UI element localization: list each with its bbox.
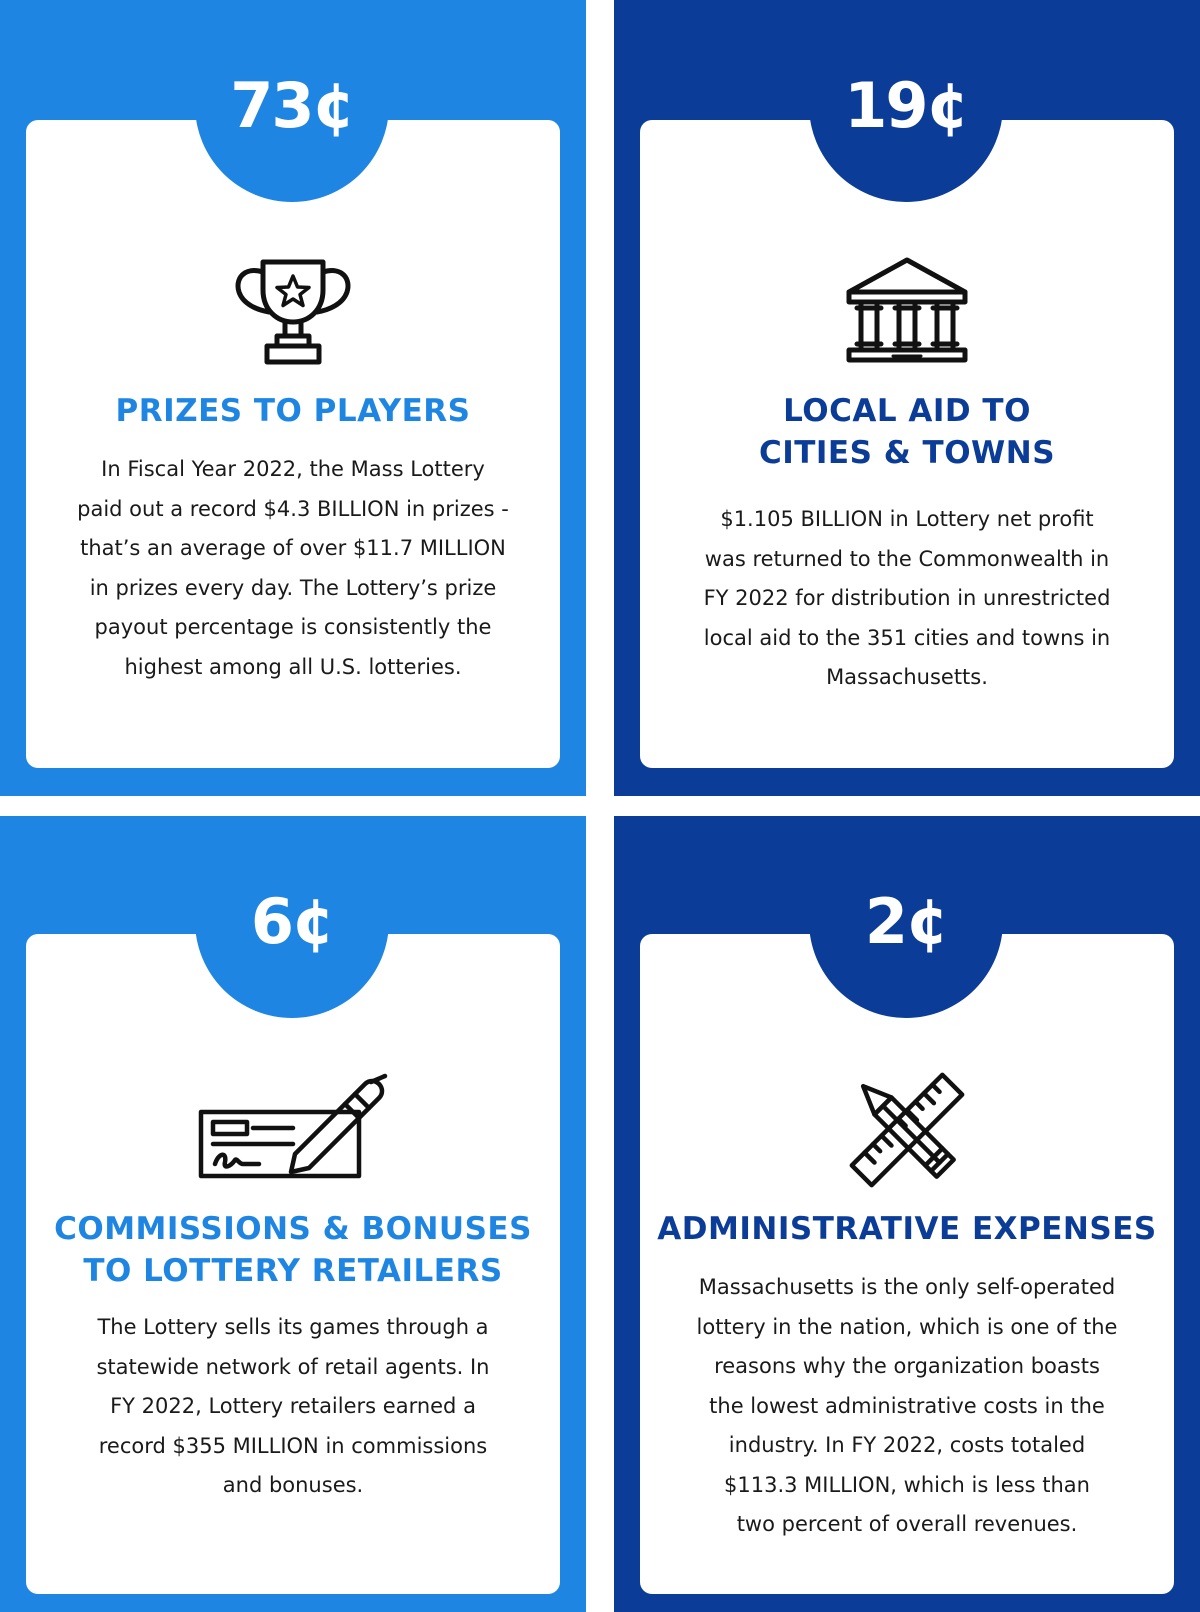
admin-expenses-panel xyxy=(614,816,1200,1612)
commissions-panel xyxy=(0,816,586,1612)
amount-badge: 2¢ xyxy=(809,824,1003,1018)
card-heading: ADMINISTRATIVE EXPENSES xyxy=(657,1211,1157,1247)
government-building-icon xyxy=(843,256,971,368)
card-heading: LOCAL AID TO CITIES & TOWNS xyxy=(758,393,1056,471)
card-body: $1.105 BILLION in Lottery net profit was returned to the Commonwealth in FY 2022 for distribution in unrestricted local aid to the 351 cities and towns in Massachusetts. xyxy=(703,507,1111,689)
check-and-pen-icon xyxy=(195,1072,391,1184)
amount-badge: 73¢ xyxy=(195,8,389,202)
pencil-and-ruler-icon xyxy=(849,1072,965,1188)
amount-badge: 19¢ xyxy=(809,8,1003,202)
local-aid-panel xyxy=(614,0,1200,796)
card-body: In Fiscal Year 2022, the Mass Lottery paid out a record $4.3 BILLION in prizes - that’s an average of over $11.7 MILLION in prizes every day. The Lottery’s prize payout percentage is consistently the highest among all U.S. lotteries. xyxy=(77,457,509,679)
card-body: Massachusetts is the only self-operated lottery in the nation, which is one of the reasons why the organization boasts the lowest administrative costs in the industry. In FY 2022, costs totaled $113.3 MILLION, which is less than two percent of overall revenues. xyxy=(696,1275,1118,1536)
card-heading: COMMISSIONS & BONUSES TO LOTTERY RETAILERS xyxy=(54,1211,532,1289)
amount-badge: 6¢ xyxy=(195,824,389,1018)
info-card xyxy=(640,934,1174,1594)
trophy-icon xyxy=(231,256,355,368)
info-card xyxy=(640,120,1174,768)
prizes-panel xyxy=(0,0,586,796)
card-body: The Lottery sells its games through a statewide network of retail agents. In FY 2022, Lottery retailers earned a record $355 MILLION in commissions and bonuses. xyxy=(96,1315,490,1497)
info-card xyxy=(26,934,560,1594)
info-card xyxy=(26,120,560,768)
card-heading: PRIZES TO PLAYERS xyxy=(115,393,471,429)
